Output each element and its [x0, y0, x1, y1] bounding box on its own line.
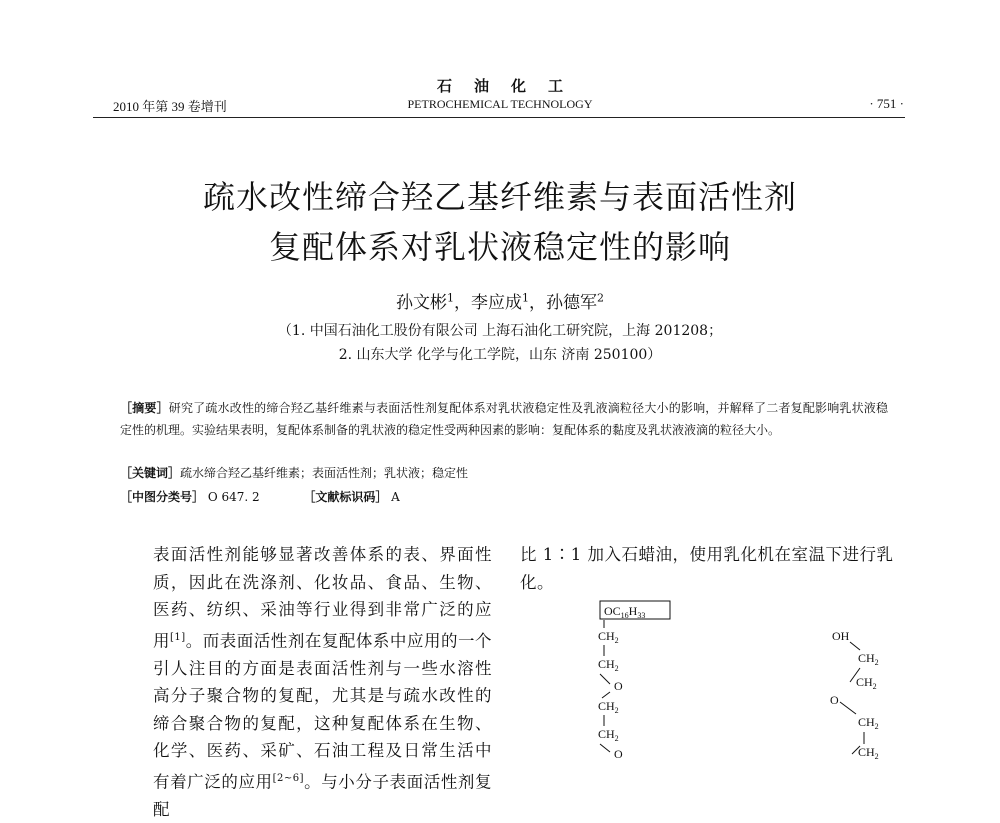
chemical-structure-figure — [560, 598, 920, 760]
ch2-group: $CH_2$ — [858, 715, 879, 731]
oxygen-atom: O — [614, 747, 623, 760]
page-number: · 751 · — [869, 96, 904, 111]
cls-value: O 647. 2 — [207, 490, 260, 504]
abstract-text: 研究了疏水改性的缔合羟乙基纤维素与表面活性剂复配体系对乳状液稳定性及乳液滴粒径大小的影响，并解释了二者复配影响乳状液稳定性的机理。实验结果表明，复配体系制备的乳状液的稳定性受两种因素的影响：复配体系的黏度及乳状液液滴的粒径大小。 — [120, 401, 888, 437]
doc-code-label: ［文献标识码］ — [303, 490, 388, 504]
citation: [1] — [170, 631, 186, 643]
header-rule — [93, 117, 905, 118]
journal-name-en: PETROCHEMICAL TECHNOLOGY — [407, 97, 593, 111]
author-2: 李应成 — [471, 293, 522, 313]
body-paragraph: 比 1∶1 加入石蜡油，使用乳化机在室温下进行乳化。 — [520, 545, 894, 592]
author-3: 孙德军 — [546, 293, 597, 313]
author-sep: ， — [529, 293, 546, 313]
body-text: 表面活性剂能够显著改善体系的表、界面性质，因此在洗涤剂、化妆品、食品、生物、医药、纺织、采油等行业得到非常广泛的应用 — [153, 545, 492, 650]
author-list — [0, 288, 1000, 313]
affiliation-2: 2. 山东大学 化学与化工学院，山东 济南 250100） — [338, 347, 662, 363]
ch2-group: $CH_2$ — [858, 651, 879, 667]
author-3-affil: 2 — [597, 291, 604, 305]
paper-title-line2: 复配体系对乳状液稳定性的影响 — [268, 228, 731, 266]
ch2-group: $CH_2$ — [858, 745, 879, 760]
body-right-column — [520, 541, 912, 596]
journal-name-cn: 石油化工 — [436, 77, 585, 95]
citation: [2~6] — [272, 772, 305, 784]
abstract — [120, 397, 888, 441]
issue-info: 2010 年第 39 卷增刊 — [113, 99, 227, 114]
author-1-affil: 1 — [447, 291, 454, 305]
keywords — [120, 464, 468, 481]
doc-code-value: A — [391, 490, 400, 504]
affiliation-1: （1. 中国石油化工股份有限公司 上海石油化工研究院，上海 201208； — [277, 323, 723, 339]
author-2-affil: 1 — [522, 291, 529, 305]
classification — [120, 488, 400, 505]
oxygen-atom: O — [614, 679, 623, 693]
keywords-label: ［关键词］ — [120, 466, 181, 480]
ch2-group: $CH_2$ — [598, 727, 619, 743]
cls-label: ［中图分类号］ — [120, 490, 205, 504]
body-left-column — [120, 541, 492, 823]
ch2-group: $CH_2$ — [598, 657, 619, 673]
author-sep: ， — [454, 293, 471, 313]
author-1: 孙文彬 — [396, 293, 447, 313]
hydrophobe-label: $OC_{16}H_{33}$ — [604, 604, 646, 620]
abstract-label: ［摘要］ — [120, 401, 169, 415]
ch2-group: $CH_2$ — [598, 699, 619, 715]
body-text: 。与小分子表面活性剂复配 — [153, 772, 493, 819]
body-text: 。而表面活性剂在复配体系中应用的一个引人注目的方面是表面活性剂与一些水溶性高分子聚合物的复配，尤其是与疏水改性的缔合聚合物的复配，这种复配体系在生物、化学、医药、采矿、石油工程及日常生活中有着广泛的应用 — [153, 631, 493, 791]
hydroxyl-group: OH — [832, 629, 850, 643]
keywords-text: 疏水缔合羟乙基纤维素；表面活性剂；乳状液；稳定性 — [180, 466, 469, 480]
ch2-group: $CH_2$ — [856, 675, 877, 691]
body-paragraph — [120, 541, 492, 823]
paper-title-line1: 疏水改性缔合羟乙基纤维素与表面活性剂 — [202, 178, 797, 216]
ch2-group: $CH_2$ — [598, 629, 619, 645]
oxygen-atom: O — [830, 693, 839, 707]
